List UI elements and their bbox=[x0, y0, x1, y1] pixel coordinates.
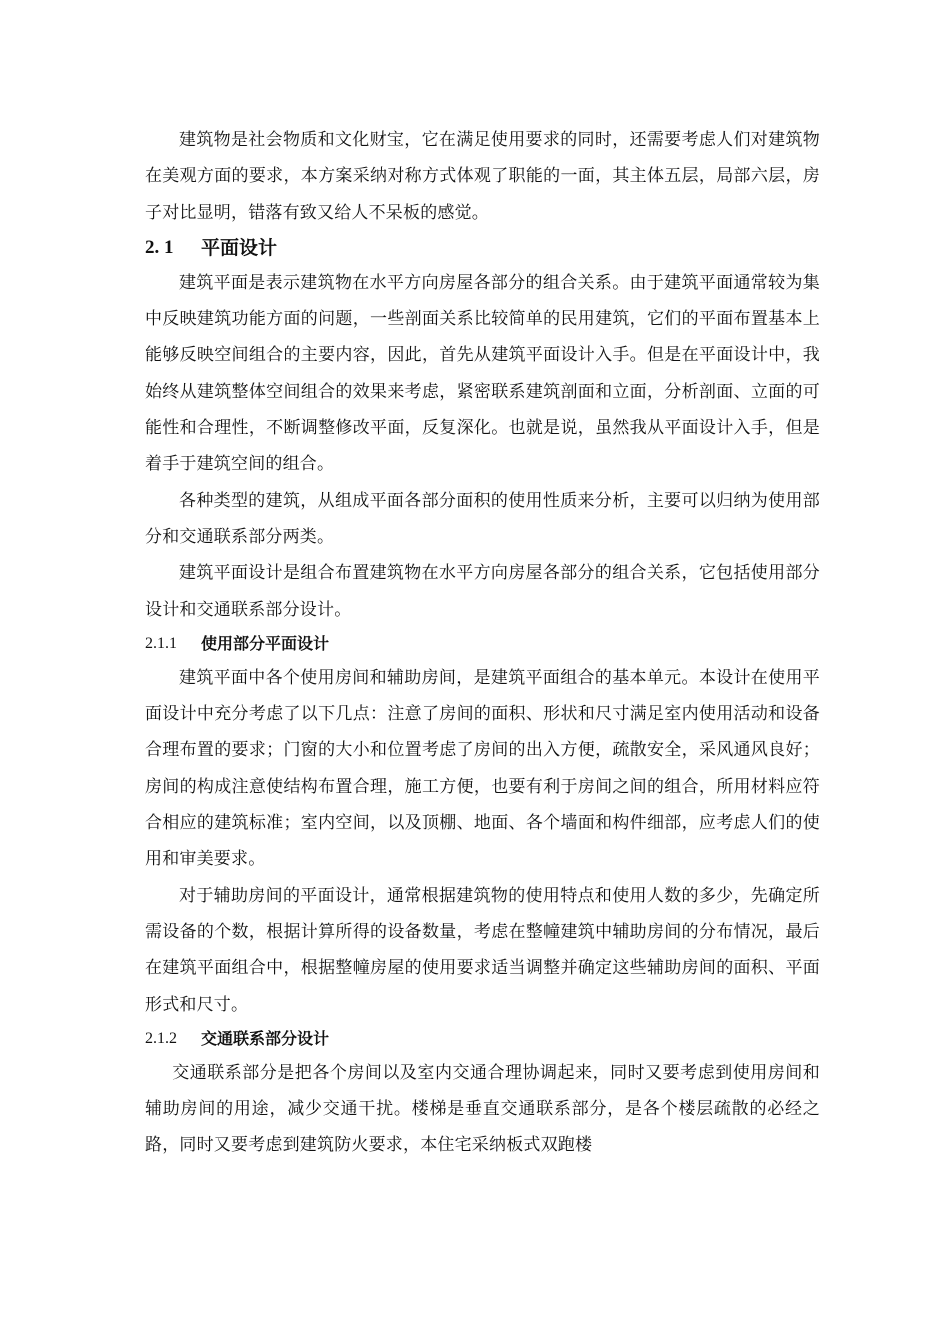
subsection-number: 2.1.1 bbox=[145, 634, 177, 652]
paragraph: 交通联系部分是把各个房间以及室内交通合理协调起来，同时又要考虑到使用房间和辅助房间的用途，减少交通干扰。楼梯是垂直交通联系部分，是各个楼层疏散的必经之路，同时又要考虑到建筑防火要求，本住宅采纳板式双跑楼 bbox=[145, 1062, 820, 1156]
subsection-title: 使用部分平面设计 bbox=[201, 633, 330, 653]
paragraph: 建筑平面中各个使用房间和辅助房间，是建筑平面组合的基本单元。本设计在使用平面设计中充分考虑了以下几点：注意了房间的面积、形状和尺寸满足室内使用活动和设备合理布置的要求；门窗的大小和位置考虑了房间的出入方便，疏散安全，采风通风良好；房间的构成注意使结构布置合理，施工方便，也要有利于房间之间的组合，所用材料应符合相应的建筑标准；室内空间，以及顶棚、地面、各个墙面和构件细部，应考虑人们的使用和审美要求。 bbox=[145, 667, 820, 870]
paragraph: 建筑平面是表示建筑物在水平方向房屋各部分的组合关系。由于建筑平面通常较为集中反映建筑功能方面的问题，一些剖面关系比较简单的民用建筑，它们的平面布置基本上能够反映空间组合的主要内容，因此，首先从建筑平面设计入手。但是在平面设计中，我始终从建筑整体空间组合的效果来考虑，紧密联系建筑剖面和立面，分析剖面、立面的可能性和合理性，不断调整修改平面，反复深化。也就是说，虽然我从平面设计入手，但是着手于建筑空间的组合。 bbox=[145, 272, 820, 475]
document-page bbox=[145, 122, 820, 1164]
subsection-heading-2-1-2 bbox=[145, 1023, 820, 1055]
subsection-title: 交通联系部分设计 bbox=[201, 1028, 330, 1048]
section-title: 平面设计 bbox=[201, 236, 278, 259]
paragraph: 各种类型的建筑，从组成平面各部分面积的使用性质来分析，主要可以归纳为使用部分和交通联系部分两类。 bbox=[145, 490, 820, 547]
paragraph: 建筑平面设计是组合布置建筑物在水平方向房屋各部分的组合关系，它包括使用部分设计和交通联系部分设计。 bbox=[145, 563, 820, 620]
intro-paragraph: 建筑物是社会物质和文化财宝，它在满足使用要求的同时，还需要考虑人们对建筑物在美观方面的要求，本方案采纳对称方式体观了职能的一面，其主体五层，局部六层，房子对比显明，错落有致又给人不呆板的感觉。 bbox=[145, 130, 820, 223]
subsection-number: 2.1.2 bbox=[145, 1029, 177, 1047]
section-heading-2-1 bbox=[145, 233, 820, 263]
section-number: 2. 1 bbox=[145, 236, 174, 258]
paragraph: 对于辅助房间的平面设计，通常根据建筑物的使用特点和使用人数的多少，先确定所需设备的个数，根据计算所得的设备数量，考虑在整幢建筑中辅助房间的分布情况，最后在建筑平面组合中，根据整幢房屋的使用要求适当调整并确定这些辅助房间的面积、平面形式和尺寸。 bbox=[145, 885, 820, 1015]
subsection-heading-2-1-1 bbox=[145, 628, 820, 660]
